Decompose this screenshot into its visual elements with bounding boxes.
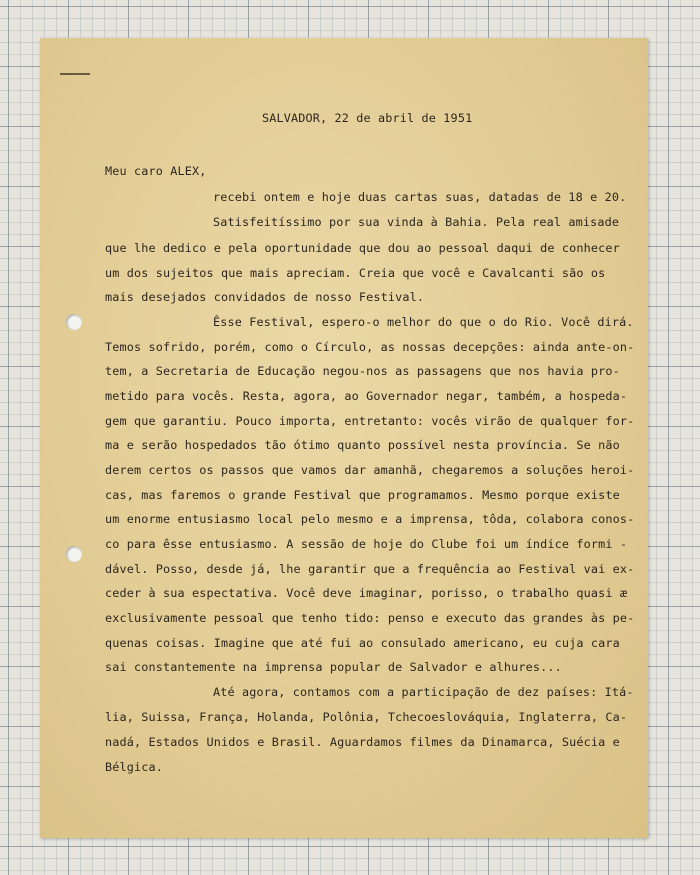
- letter-line: um dos sujeitos que mais apreciam. Creia que você e Cavalcanti são os: [105, 266, 606, 280]
- letter-line: um enorme entusiasmo local pelo mesmo e a imprensa, tôda, colabora conos-: [105, 512, 635, 526]
- letter-line: tem, a Secretaria de Educação negou-nos as passagens que nos havia pro-: [105, 364, 620, 378]
- letter-line: Até agora, contamos com a participação de dez países: Itá-: [213, 685, 634, 699]
- letter-line: cas, mas faremos o grande Festival que programamos. Mesmo porque existe: [105, 488, 620, 502]
- letter-line: mais desejados convidados de nosso Festival.: [105, 290, 425, 304]
- letter-line: Êsse Festival, espero-o melhor do que o do Rio. Você dirá.: [213, 315, 634, 329]
- letter-line: lia, Suissa, França, Holanda, Polônia, Tchecoeslováquia, Inglaterra, Ca-: [105, 710, 628, 724]
- letter-line: dável. Posso, desde já, lhe garantir que a frequência ao Festival vai ex-: [105, 562, 635, 576]
- letter-line: co para êsse entusiasmo. A sessão de hoje do Clube foi um índice formi -: [105, 537, 628, 551]
- letter-line: metido para vocês. Resta, agora, ao Governador negar, também, a hospeda-: [105, 389, 628, 403]
- letter-line: gem que garantiu. Pouco importa, entretanto: vocês virão de qualquer for-: [105, 414, 635, 428]
- letter-sheet: [40, 38, 648, 838]
- letter-line: Satisfeitíssimo por sua vinda à Bahia. Pela real amisade: [213, 215, 620, 229]
- letter-line: derem certos os passos que vamos dar amanhã, chegaremos a soluções heroi-: [105, 463, 635, 477]
- letter-line: ceder à sua espectativa. Você deve imaginar, porisso, o trabalho quasi æ: [105, 586, 628, 600]
- letter-line: que lhe dedico e pela oportunidade que dou ao pessoal daqui de conhecer: [105, 241, 620, 255]
- letter-line: nadá, Estados Unidos e Brasil. Aguardamos filmes da Dinamarca, Suécia e: [105, 735, 620, 749]
- letter-line: Bélgica.: [105, 760, 164, 774]
- letter-line: exclusivamente pessoal que tenho tido: penso e executo das grandes às pe-: [105, 611, 635, 625]
- letter-line: quenas coisas. Imagine que até fui ao consulado americano, eu cuja cara: [105, 636, 620, 650]
- letter-line: recebi ontem e hoje duas cartas suas, datadas de 18 e 20.: [213, 190, 627, 204]
- letter-line: Temos sofrido, porém, como o Círculo, as nossas decepções: ainda ante-on-: [105, 340, 635, 354]
- letter-line: ma e serão hospedados tão ótimo quanto possível nesta província. Se não: [105, 438, 620, 452]
- dateline: SALVADOR, 22 de abril de 1951: [262, 111, 473, 125]
- letter-line: sai constantemente na imprensa popular de Salvador e alhures...: [105, 660, 562, 674]
- letter-body: [40, 38, 648, 838]
- salutation: Meu caro ALEX,: [105, 164, 207, 178]
